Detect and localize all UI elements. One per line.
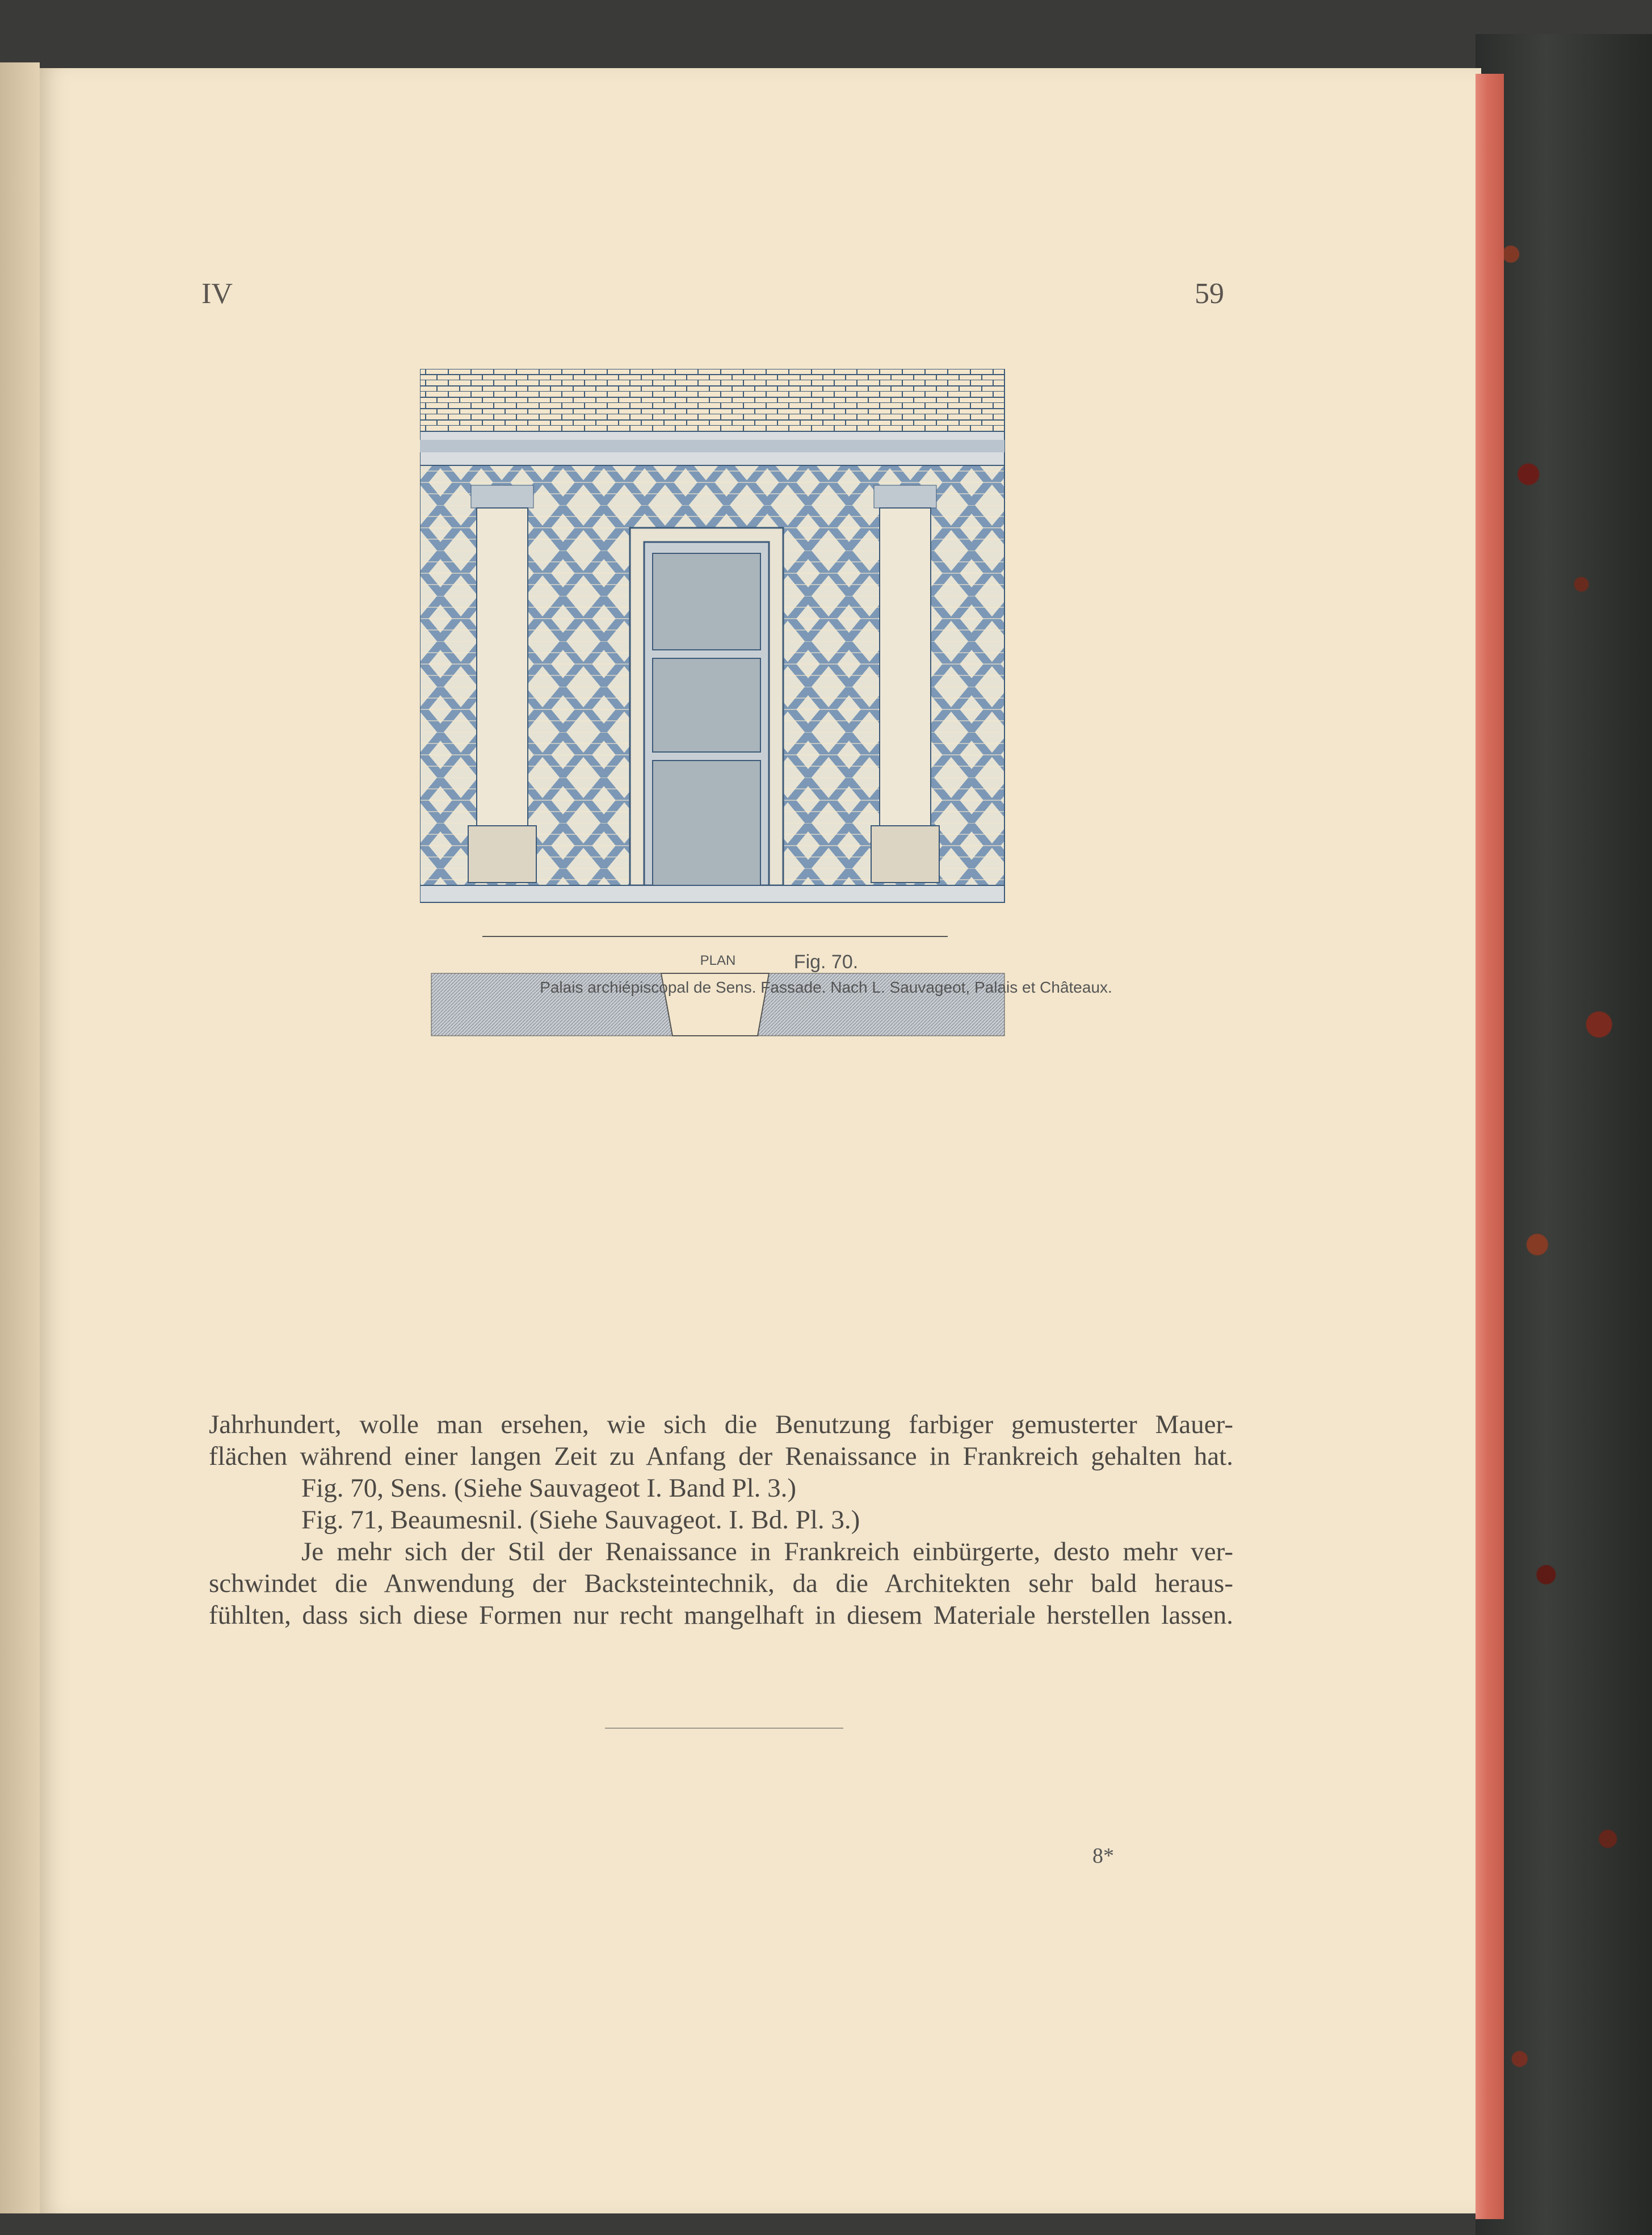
figure-caption: Palais archiépiscopal de Sens. Fassade. Nach L. Sauvageot, Palais et Châteaux.: [540, 978, 1112, 996]
section-rule: [605, 1728, 843, 1729]
facade-illustration: [420, 369, 1016, 1039]
body-line: fühlten, dass sich diese Formen nur recht mangelhaft in diesem Materiale herstellen lassen.: [209, 1600, 1233, 1630]
plan-label: PLAN: [700, 953, 736, 968]
body-line: schwindet die Anwendung der Backsteintechnik, da die Architekten sehr bald heraus-: [209, 1569, 1233, 1598]
body-line: Jahrhundert, wolle man ersehen, wie sich die Benutzung farbiger gemusterter Mauer-: [209, 1410, 1233, 1439]
body-line: Je mehr sich der Stil der Renaissance in Frankreich einbürgerte, desto mehr ver-: [301, 1537, 1233, 1566]
page-number: 59: [1195, 278, 1224, 310]
body-line: Fig. 70, Sens. (Siehe Sauvageot I. Band Pl. 3.): [301, 1473, 797, 1503]
body-line: Fig. 71, Beaumesnil. (Siehe Sauvageot. I. Bd. Pl. 3.): [301, 1505, 860, 1535]
body-text: [209, 1409, 1233, 1631]
section-number: IV: [201, 278, 233, 310]
figure-number: Fig. 70.: [793, 951, 859, 973]
left-page-edge: [0, 62, 40, 2213]
page-edge: [1476, 74, 1504, 2219]
signature-mark: 8*: [1092, 1844, 1114, 1868]
body-line: flächen während einer langen Zeit zu Anfang der Renaissance in Frankreich gehalten hat.: [209, 1442, 1233, 1471]
